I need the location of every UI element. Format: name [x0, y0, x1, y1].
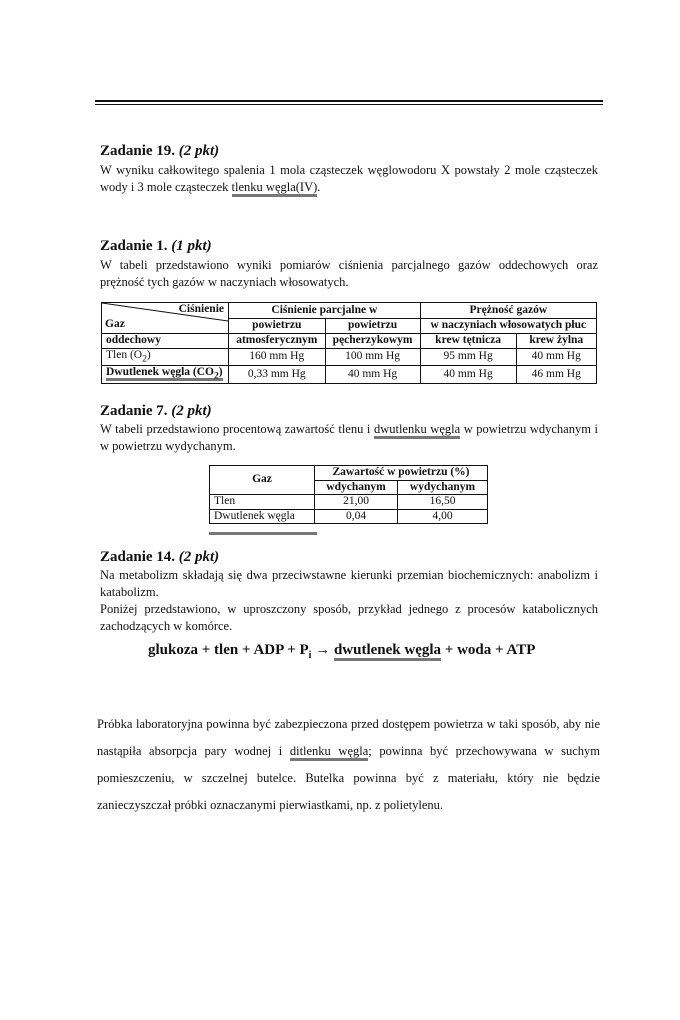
task1-diag-cell	[102, 303, 229, 334]
task14-points: (2 pkt)	[178, 549, 220, 565]
task7-gas-header: Gaz	[210, 466, 315, 495]
task7-col2-header: wydychanym	[398, 480, 488, 495]
diag-label-gas: Gaz	[105, 318, 125, 330]
task19-number: Zadanie 19.	[100, 143, 176, 159]
task19-title	[100, 143, 219, 160]
task1-points: (1 pkt)	[171, 238, 212, 254]
task14-equation: glukoza + tlen + ADP + $P_i$ → dwutlenek węgla + woda + ATP	[148, 642, 536, 661]
task1-text: W tabeli przedstawiono wyniki pomiarów ciśnienia parcjalnego gazów oddechowych oraz prężność tych gazów w naczyniach włosowatych.	[100, 258, 598, 289]
task14-number: Zadanie 14.	[100, 549, 176, 565]
task7-group-header: Zawartość w powietrzu (%)	[315, 466, 488, 481]
task14-line2: Poniżej przedstawiono, w uproszczony sposób, przykład jednego z procesów katabolicznych zachodzących w komórce.	[100, 602, 598, 633]
diag-label-oddechowy: oddechowy	[102, 334, 229, 349]
diag-label-top: Ciśnienie	[178, 303, 224, 315]
table-row: Dwutlenek węgla 0,04 4,00	[210, 509, 488, 524]
task7-col1-header: wdychanym	[315, 480, 398, 495]
task7-table	[209, 465, 488, 524]
task19-points: (2 pkt)	[178, 143, 220, 159]
task19-text: W wyniku całkowitego spalenia 1 mola cząsteczek węglowodoru X powstały 2 mole cząsteczek wody i 3 mole cząsteczek tlenku węgla(IV).	[100, 162, 598, 196]
task7-text: W tabeli przedstawiono procentową zawartość tlenu i dwutlenku węgla w powietrzu wdychanym i w powietrzu wydychanym.	[100, 422, 598, 453]
lab-paragraph: Próbka laboratoryjna powinna być zabezpieczona przed dostępem powietrza w taki sposób, aby nie nastąpiła absorpcja pary wodnej i ditlenku węgla; powinna być przechowywana w suchym pomieszczeniu, w szczelnej butelce. Butelka powinna być z materiału, który nie będzie zanieczyszczał próbki oznaczanymi pierwiastkami, np. z polietylenu.	[97, 717, 600, 812]
task7-table-underline	[209, 532, 317, 535]
task1-table	[101, 302, 597, 384]
task7-title	[100, 403, 212, 420]
task7-points: (2 pkt)	[171, 403, 212, 419]
task1-col2-header-line2: pęcherzykowym	[325, 334, 420, 349]
task7-highlight: dwutlenku węgla	[374, 422, 460, 439]
task1-number: Zadanie 1.	[100, 238, 168, 254]
task1-col2-header-line1: powietrzu	[325, 318, 420, 334]
task1-col4-header: krew żylna	[516, 334, 596, 349]
task7-number: Zadanie 7.	[100, 403, 168, 419]
task14-title	[100, 549, 219, 566]
lab-highlight: ditlenku węgla	[290, 744, 368, 761]
task1-title	[100, 238, 212, 255]
table-row: Dwutlenek węgla $(CO_2)$ 0,33 mm Hg 40 mm Hg 40 mm Hg 46 mm Hg	[102, 366, 597, 384]
task14-line1: Na metabolizm składają się dwa przeciwstawne kierunki przemian biochemicznych: anabolizm i katabolizm.	[100, 568, 598, 599]
task1-group2-header-line2: w naczyniach włosowatych płuc	[420, 318, 596, 334]
header-rule-bottom	[95, 104, 603, 105]
header-rule-top	[95, 100, 603, 102]
table-row: Tlen $(O_2)$ 160 mm Hg 100 mm Hg 95 mm Hg 40 mm Hg	[102, 348, 597, 366]
task1-group2-header: Prężność gazów	[420, 303, 596, 319]
table-row: Tlen 21,00 16,50	[210, 495, 488, 510]
task1-group1-header: Ciśnienie parcjalne w	[229, 303, 421, 319]
task14-highlight: dwutlenek węgla	[334, 642, 441, 661]
task19-highlight: tlenku węgla(IV)	[232, 180, 318, 197]
task1-row2-gas: Dwutlenek węgla $(CO_2)$	[102, 366, 229, 384]
task1-col1-header-line1: powietrzu	[229, 318, 326, 334]
arrow-icon: →	[315, 642, 331, 658]
task1-row1-gas: Tlen $(O_2)$	[102, 348, 229, 366]
task1-col1-header-line2: atmosferycznym	[229, 334, 326, 349]
task1-col3-header: krew tętnicza	[420, 334, 516, 349]
